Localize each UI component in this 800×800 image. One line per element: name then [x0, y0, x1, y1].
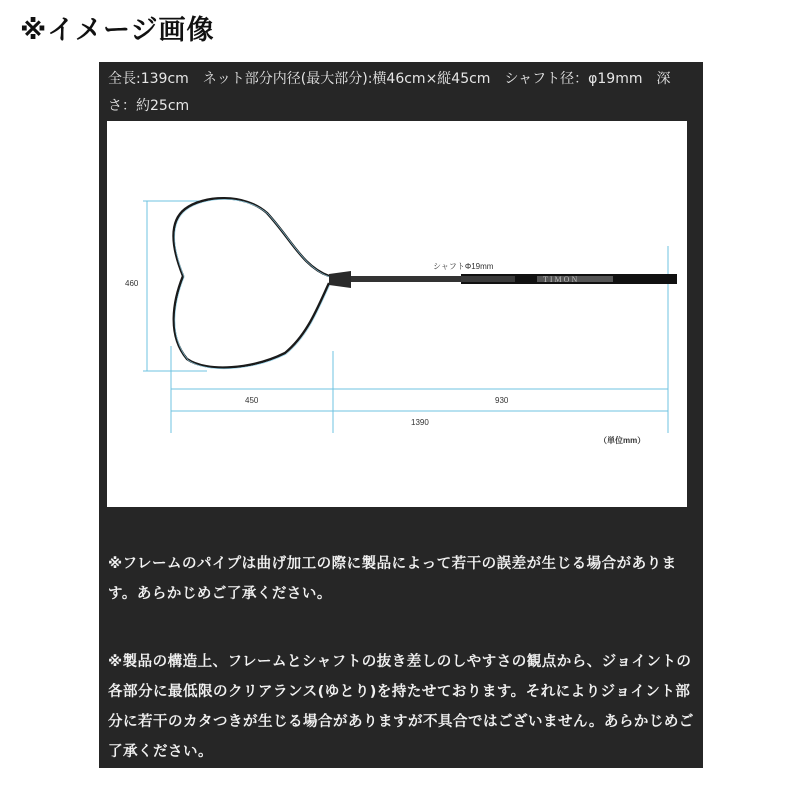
total-length-label: 1390	[411, 418, 429, 427]
image-caption: ※イメージ画像	[20, 15, 215, 46]
spec-text: 全長:139cm ネット部分内径(最大部分):横46cm×縦45cm シャフト径：φ19mm 深さ：約25cm	[108, 71, 671, 114]
landing-net-drawing	[107, 121, 687, 507]
height-label: 460	[125, 279, 139, 288]
frame-width-label: 450	[245, 396, 259, 405]
frame-joint	[329, 271, 351, 288]
shaft-diameter-label: シャフトΦ19mm	[433, 262, 494, 271]
unit-label: （単位mm）	[599, 436, 646, 445]
product-diagram	[107, 121, 687, 507]
shaft-length-label: 930	[495, 396, 509, 405]
net-frame	[173, 198, 329, 367]
brand-mark: TIMON	[543, 275, 580, 284]
product-info-panel	[99, 62, 703, 768]
note-joint-clearance: ※製品の構造上、フレームとシャフトの抜き差しのしやすさの観点から、ジョイントの各部分に最低限のクリアランス(ゆとり)を持たせております。それによりジョイント部分に若干のカタつきが生じる場合がありますが不具合ではございません。あらかじめご了承ください。	[108, 654, 694, 760]
note-frame-tolerance: ※フレームのパイプは曲げ加工の際に製品によって若干の誤差が生じる場合があります。あらかじめご了承ください。	[108, 556, 677, 602]
shaft	[351, 276, 461, 282]
dimension-lines	[143, 201, 668, 433]
